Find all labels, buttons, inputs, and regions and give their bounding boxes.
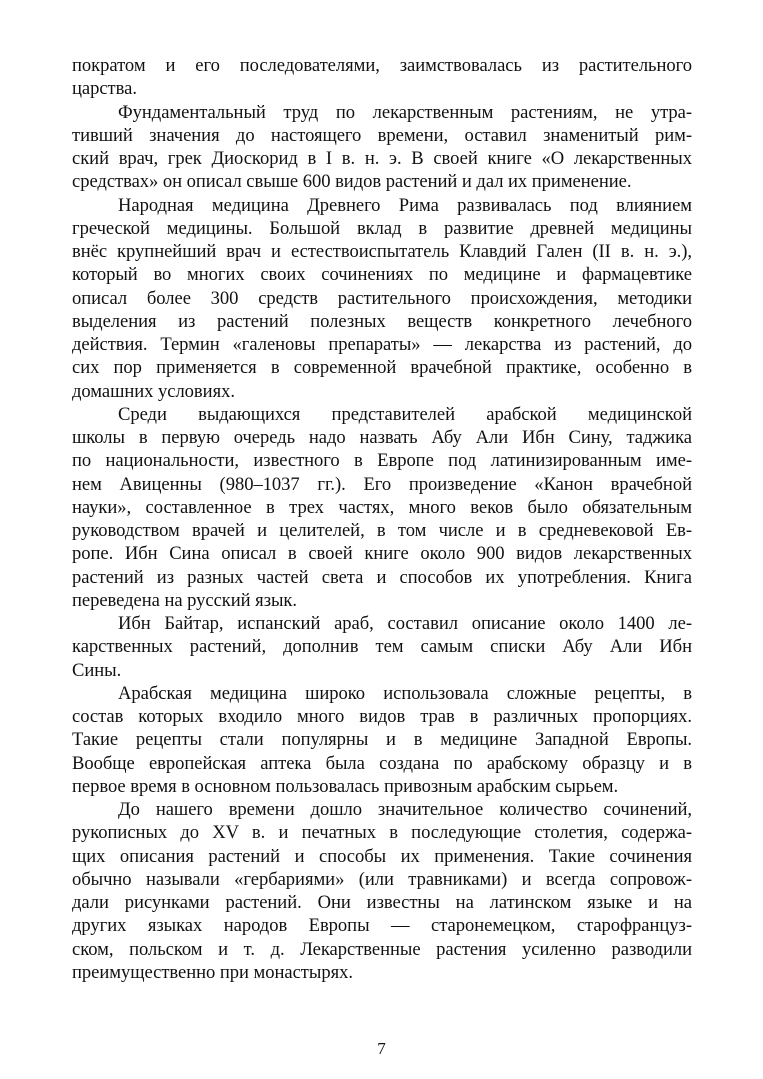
text-line: Вообще европейская аптека была создана по арабскому образцу и в [72, 752, 692, 774]
text-line: других языках народов Европы — старонемецком, старофранцуз- [72, 915, 692, 937]
text-line: средствах» он описал свыше 600 видов растений и дал их применение. [72, 171, 632, 193]
paragraph-6 [72, 682, 692, 798]
text-line: Арабская медицина широко использовала сложные рецепты, в [118, 682, 692, 704]
text-line: тивший значения до настоящего времени, оставил знаменитый рим- [72, 124, 692, 146]
text-line: ском, польском и т. д. Лекарственные растения усиленно разводили [72, 938, 692, 960]
paragraph-4 [72, 403, 692, 612]
text-line: царства. [72, 78, 137, 100]
text-line: ропе. Ибн Сина описал в своей книге около 900 видов лекарственных [72, 543, 692, 565]
text-line: по национальности, известного в Европе под латинизированным име- [72, 450, 692, 472]
text-line: нем Авиценны (980–1037 гг.). Его произведение «Канон врачебной [72, 473, 692, 495]
text-line: Ибн Байтар, испанский араб, составил описание около 1400 ле- [118, 613, 692, 634]
text-line: Сины. [72, 659, 122, 681]
text-line: греческой медицины. Большой вклад в развитие древней медицины [72, 217, 692, 239]
text-line: внёс крупнейший врач и естествоиспытатель Клавдий Гален (II в. н. э.), [72, 241, 692, 262]
text-line: переведена на русский язык. [72, 589, 298, 611]
text-line: Фундаментальный труд по лекарственным растениям, не утра- [118, 101, 692, 123]
text-line: рукописных до XV в. и печатных в последующие столетия, содержа- [72, 822, 692, 844]
text-line: обычно называли «гербариями» (или травниками) и всегда сопровож- [72, 868, 692, 890]
text-line: домашних условиях. [72, 380, 235, 402]
text-line: растений из разных частей света и способов их употребления. Книга [72, 566, 692, 588]
paragraph-3 [72, 194, 692, 403]
text-line: первое время в основном пользовалась привозным арабским сырьем. [72, 775, 619, 797]
text-line: дали рисунками растений. Они известны на латинском языке и на [72, 892, 692, 913]
paragraph-2 [72, 101, 692, 194]
text-line: До нашего времени дошло значительное количество сочинений, [118, 799, 692, 820]
text-line: Такие рецепты стали популярны и в медицине Западной Европы. [72, 729, 692, 751]
page-number: 7 [377, 1039, 386, 1058]
text-line: карственных растений, дополнив тем самым списки Абу Али Ибн [72, 636, 692, 658]
text-line: Народная медицина Древнего Рима развивалась под влиянием [118, 194, 692, 216]
text-line: состав которых входило много видов трав в различных пропорциях. [72, 706, 692, 727]
paragraph-5 [72, 612, 692, 682]
text-line: щих описания растений и способы их применения. Такие сочинения [72, 845, 692, 867]
text-line: сих пор применяется в современной врачебной практике, особенно в [72, 357, 692, 379]
text-line: ский врач, грек Диоскорид в I в. н. э. В своей книге «О лекарственных [72, 148, 692, 169]
text-line: пократом и его последователями, заимствовалась из растительного [72, 55, 692, 76]
text-line: Среди выдающихся представителей арабской медицинской [118, 403, 692, 425]
text-line: выделения из растений полезных веществ конкретного лечебного [72, 310, 692, 332]
text-line: преимущественно при монастырях. [72, 961, 353, 983]
text-line: школы в первую очередь надо назвать Абу Али Ибн Сину, таджика [72, 427, 692, 448]
text-line: руководством врачей и целителей, в том числе и в средневековой Ев- [72, 520, 692, 541]
text-line: описал более 300 средств растительного происхождения, методики [72, 287, 692, 309]
text-line: действия. Термин «галеновы препараты» — лекарства из растений, до [72, 334, 692, 355]
paragraph-7 [72, 798, 692, 984]
text-line: науки», составленное в трех частях, много веков было обязательным [72, 496, 692, 518]
text-line: который во многих своих сочинениях по медицине и фармацевтике [72, 264, 692, 286]
page-body [72, 54, 692, 984]
paragraph-1 [72, 54, 692, 101]
